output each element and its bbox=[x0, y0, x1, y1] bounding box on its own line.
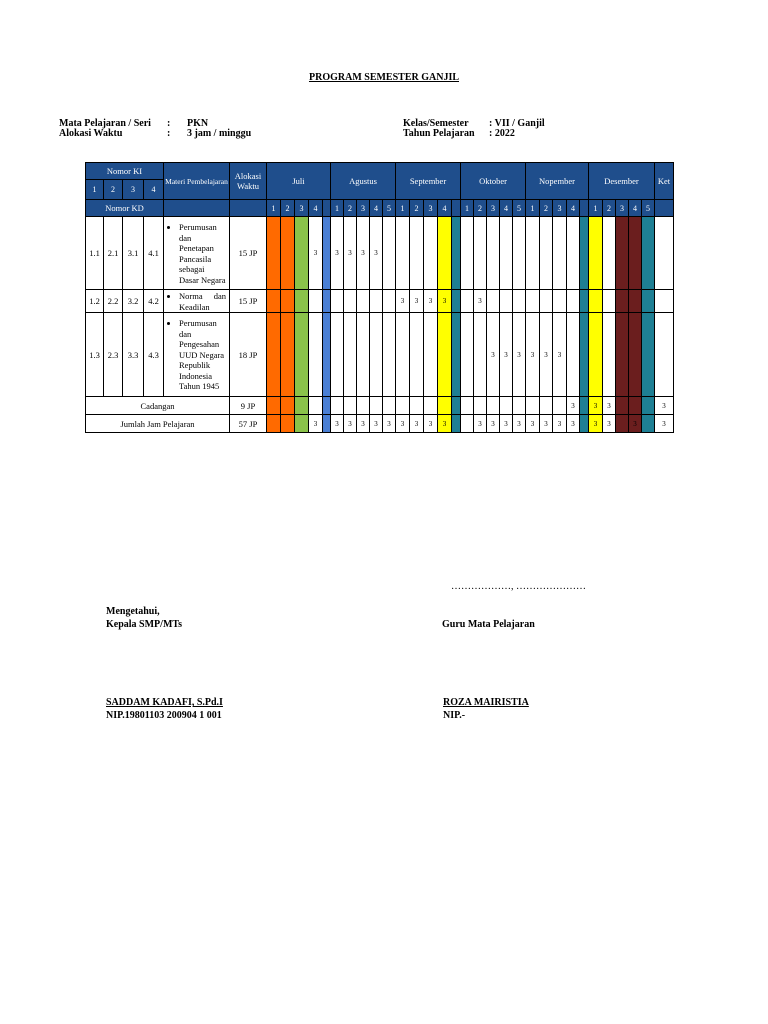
total-alokasi: 57 JP bbox=[230, 415, 267, 433]
week-september-1: 1 bbox=[396, 200, 410, 217]
materi-item: • Perumusan dan Pengesahan UUD Negara Republik Indonesia Tahun 1945 bbox=[179, 318, 226, 392]
week-cell: 3 bbox=[396, 415, 410, 433]
week-cell bbox=[474, 217, 487, 290]
alokasi-cell: 15 JP bbox=[230, 217, 267, 290]
alokasi-header-blank bbox=[230, 200, 267, 217]
week-oktober-2: 2 bbox=[474, 200, 487, 217]
month-header-juli: Juli bbox=[267, 163, 331, 200]
ki-number-1: 1 bbox=[86, 180, 104, 200]
document-title: PROGRAM SEMESTER GANJIL bbox=[308, 72, 459, 83]
week-separator-cell bbox=[580, 290, 589, 313]
kd-number: 1.3 bbox=[86, 313, 104, 397]
week-cell bbox=[567, 290, 580, 313]
kd-number: 2.3 bbox=[104, 313, 123, 397]
week-cell bbox=[500, 290, 513, 313]
header-row-ki bbox=[86, 163, 674, 180]
week-cell: 3 bbox=[589, 415, 603, 433]
week-separator-cell bbox=[452, 313, 461, 397]
total-label: Jumlah Jam Pelajaran bbox=[86, 415, 230, 433]
materi-item: • Norma dan Keadilan bbox=[179, 291, 226, 312]
week-cell: 3 bbox=[553, 313, 567, 397]
week-cell bbox=[553, 217, 567, 290]
week-cell: 3 bbox=[474, 290, 487, 313]
week-cell bbox=[540, 397, 553, 415]
week-cell bbox=[295, 397, 309, 415]
week-cell bbox=[616, 397, 629, 415]
week-cell: 3 bbox=[540, 313, 553, 397]
week-oktober-5: 5 bbox=[513, 200, 526, 217]
week-cell bbox=[513, 290, 526, 313]
materi-item: • Perumusan dan Penetapan Pancasila sebagai Dasar Negara bbox=[179, 222, 226, 285]
alokasi-cell: 15 JP bbox=[230, 290, 267, 313]
week-cell bbox=[357, 397, 370, 415]
week-cell: 3 bbox=[589, 397, 603, 415]
week-oktober-3: 3 bbox=[487, 200, 500, 217]
materi-list bbox=[170, 291, 226, 312]
week-nopember-4: 4 bbox=[567, 200, 580, 217]
week-separator bbox=[323, 200, 331, 217]
week-cell: 3 bbox=[487, 415, 500, 433]
week-cell bbox=[513, 217, 526, 290]
document-header bbox=[0, 118, 768, 144]
kd-number: 1.1 bbox=[86, 217, 104, 290]
week-cell bbox=[474, 397, 487, 415]
week-nopember-2: 2 bbox=[540, 200, 553, 217]
principal-title: Kepala SMP/MTs bbox=[106, 619, 183, 630]
week-cell bbox=[309, 397, 323, 415]
week-cell bbox=[589, 217, 603, 290]
total-ket: 3 bbox=[655, 415, 674, 433]
school-year-label: Tahun Pelajaran bbox=[403, 128, 475, 139]
week-cell bbox=[642, 217, 655, 290]
kd-number: 3.2 bbox=[123, 290, 144, 313]
week-cell: 3 bbox=[513, 415, 526, 433]
week-juli-3: 3 bbox=[295, 200, 309, 217]
week-cell bbox=[526, 217, 540, 290]
week-cell bbox=[267, 415, 281, 433]
kd-number: 3.3 bbox=[123, 313, 144, 397]
week-cell bbox=[295, 313, 309, 397]
acknowledged-label: Mengetahui, bbox=[106, 606, 160, 617]
week-cell bbox=[370, 397, 383, 415]
week-separator-cell bbox=[452, 397, 461, 415]
week-cell: 3 bbox=[344, 415, 357, 433]
week-cell bbox=[487, 217, 500, 290]
week-cell bbox=[629, 290, 642, 313]
materi-cell bbox=[164, 313, 230, 397]
week-cell bbox=[526, 397, 540, 415]
week-separator-cell bbox=[452, 290, 461, 313]
week-agustus-2: 2 bbox=[344, 200, 357, 217]
week-september-2: 2 bbox=[410, 200, 424, 217]
week-juli-1: 1 bbox=[267, 200, 281, 217]
week-cell bbox=[629, 217, 642, 290]
week-separator-cell bbox=[323, 397, 331, 415]
kd-number: 2.2 bbox=[104, 290, 123, 313]
week-cell bbox=[474, 313, 487, 397]
week-cell bbox=[309, 313, 323, 397]
week-cell: 3 bbox=[424, 415, 438, 433]
week-cell bbox=[331, 313, 344, 397]
week-separator bbox=[452, 200, 461, 217]
week-cell bbox=[567, 217, 580, 290]
table-row bbox=[86, 290, 674, 313]
week-cell bbox=[642, 290, 655, 313]
week-desember-3: 3 bbox=[616, 200, 629, 217]
week-cell bbox=[344, 313, 357, 397]
week-cell bbox=[396, 217, 410, 290]
week-cell bbox=[642, 397, 655, 415]
materi-header-blank bbox=[164, 200, 230, 217]
total-row bbox=[86, 415, 674, 433]
materi-header: Materi Pembelajaran bbox=[164, 163, 230, 200]
week-cell bbox=[281, 217, 295, 290]
week-juli-4: 4 bbox=[309, 200, 323, 217]
teacher-nip: NIP.- bbox=[443, 710, 466, 721]
week-desember-1: 1 bbox=[589, 200, 603, 217]
week-cell bbox=[540, 217, 553, 290]
week-cell bbox=[295, 290, 309, 313]
week-cell bbox=[589, 313, 603, 397]
subject-colon: : bbox=[167, 118, 171, 129]
cadangan-label: Cadangan bbox=[86, 397, 230, 415]
week-cell bbox=[370, 290, 383, 313]
principal-name: SADDAM KADAFI, S.Pd.I bbox=[106, 697, 223, 708]
week-cell bbox=[500, 217, 513, 290]
materi-cell bbox=[164, 217, 230, 290]
class-semester-label: Kelas/Semester bbox=[403, 118, 469, 129]
week-cell bbox=[281, 415, 295, 433]
week-cell: 3 bbox=[438, 290, 452, 313]
week-cell: 3 bbox=[344, 217, 357, 290]
week-cell bbox=[526, 290, 540, 313]
week-cell bbox=[309, 290, 323, 313]
week-cell bbox=[267, 313, 281, 397]
principal-nip: NIP.19801103 200904 1 001 bbox=[106, 710, 222, 721]
time-allocation-value: 3 jam / minggu bbox=[187, 128, 252, 139]
materi-cell bbox=[164, 290, 230, 313]
subject-label: Mata Pelajaran / Seri bbox=[59, 118, 151, 129]
month-header-september: September bbox=[396, 163, 461, 200]
week-cell: 3 bbox=[629, 415, 642, 433]
week-cell: 3 bbox=[438, 415, 452, 433]
cadangan-row bbox=[86, 397, 674, 415]
ki-number-4: 4 bbox=[144, 180, 164, 200]
time-allocation-colon: : bbox=[167, 128, 171, 139]
subject-value: PKN bbox=[187, 118, 209, 129]
week-cell bbox=[281, 313, 295, 397]
month-header-nopember: Nopember bbox=[526, 163, 589, 200]
week-cell bbox=[461, 217, 474, 290]
week-separator-cell bbox=[323, 415, 331, 433]
week-separator-cell bbox=[323, 217, 331, 290]
week-cell bbox=[357, 290, 370, 313]
week-cell: 3 bbox=[526, 415, 540, 433]
week-cell bbox=[267, 290, 281, 313]
week-cell bbox=[642, 415, 655, 433]
week-cell bbox=[410, 217, 424, 290]
week-cell bbox=[331, 290, 344, 313]
week-separator-cell bbox=[452, 217, 461, 290]
week-cell bbox=[281, 290, 295, 313]
week-cell bbox=[295, 217, 309, 290]
week-nopember-1: 1 bbox=[526, 200, 540, 217]
week-cell bbox=[603, 290, 616, 313]
week-cell: 3 bbox=[331, 217, 344, 290]
week-cell: 3 bbox=[567, 415, 580, 433]
week-separator-cell bbox=[580, 313, 589, 397]
table-row bbox=[86, 313, 674, 397]
week-cell bbox=[424, 397, 438, 415]
table-row bbox=[86, 217, 674, 290]
week-oktober-1: 1 bbox=[461, 200, 474, 217]
alokasi-cell: 18 JP bbox=[230, 313, 267, 397]
week-cell: 3 bbox=[331, 415, 344, 433]
week-cell bbox=[461, 397, 474, 415]
month-header-desember: Desember bbox=[589, 163, 655, 200]
kd-number: 4.2 bbox=[144, 290, 164, 313]
week-cell bbox=[487, 397, 500, 415]
header-row-kd bbox=[86, 200, 674, 217]
week-cell bbox=[589, 290, 603, 313]
kd-number: 3.1 bbox=[123, 217, 144, 290]
materi-list bbox=[170, 318, 226, 392]
week-cell bbox=[553, 290, 567, 313]
semester-program-table bbox=[85, 162, 674, 433]
week-cell bbox=[513, 397, 526, 415]
week-cell bbox=[642, 313, 655, 397]
nomor-kd-header: Nomor KD bbox=[86, 200, 164, 217]
time-allocation-label: Alokasi Waktu bbox=[59, 128, 123, 139]
week-cell bbox=[410, 313, 424, 397]
week-september-3: 3 bbox=[424, 200, 438, 217]
week-cell: 3 bbox=[540, 415, 553, 433]
week-desember-2: 2 bbox=[603, 200, 616, 217]
week-cell: 3 bbox=[424, 290, 438, 313]
week-cell bbox=[267, 397, 281, 415]
week-cell bbox=[616, 313, 629, 397]
week-cell bbox=[629, 397, 642, 415]
week-desember-5: 5 bbox=[642, 200, 655, 217]
week-cell: 3 bbox=[603, 415, 616, 433]
week-cell: 3 bbox=[357, 217, 370, 290]
week-cell bbox=[424, 313, 438, 397]
week-cell: 3 bbox=[357, 415, 370, 433]
week-cell: 3 bbox=[567, 397, 580, 415]
week-separator bbox=[580, 200, 589, 217]
kd-number: 4.3 bbox=[144, 313, 164, 397]
week-oktober-4: 4 bbox=[500, 200, 513, 217]
week-juli-2: 2 bbox=[281, 200, 295, 217]
week-agustus-5: 5 bbox=[383, 200, 396, 217]
kd-number: 2.1 bbox=[104, 217, 123, 290]
nomor-ki-header: Nomor KI bbox=[86, 163, 164, 180]
class-semester-value: : VII / Ganjil bbox=[489, 118, 545, 129]
week-cell bbox=[553, 397, 567, 415]
week-cell: 3 bbox=[309, 217, 323, 290]
week-cell bbox=[629, 313, 642, 397]
week-separator-cell bbox=[323, 313, 331, 397]
kd-number: 1.2 bbox=[86, 290, 104, 313]
week-cell bbox=[616, 290, 629, 313]
week-separator-cell bbox=[452, 415, 461, 433]
week-separator-cell bbox=[580, 397, 589, 415]
week-cell bbox=[267, 217, 281, 290]
semester-program-table-wrapper bbox=[85, 162, 674, 433]
week-nopember-3: 3 bbox=[553, 200, 567, 217]
week-agustus-1: 1 bbox=[331, 200, 344, 217]
week-cell bbox=[603, 217, 616, 290]
week-cell bbox=[603, 313, 616, 397]
teacher-name: ROZA MAIRISTIA bbox=[443, 697, 529, 708]
week-separator-cell bbox=[323, 290, 331, 313]
week-cell bbox=[331, 397, 344, 415]
ket-cell bbox=[655, 313, 674, 397]
week-september-4: 4 bbox=[438, 200, 452, 217]
week-cell: 3 bbox=[526, 313, 540, 397]
week-agustus-4: 4 bbox=[370, 200, 383, 217]
teacher-title: Guru Mata Pelajaran bbox=[442, 619, 535, 630]
week-cell bbox=[424, 217, 438, 290]
kd-number: 4.1 bbox=[144, 217, 164, 290]
cadangan-alokasi: 9 JP bbox=[230, 397, 267, 415]
week-cell bbox=[487, 290, 500, 313]
month-header-oktober: Oktober bbox=[461, 163, 526, 200]
week-cell bbox=[383, 217, 396, 290]
week-cell: 3 bbox=[474, 415, 487, 433]
week-cell bbox=[383, 290, 396, 313]
ket-header: Ket bbox=[655, 163, 674, 200]
week-cell bbox=[396, 313, 410, 397]
week-cell bbox=[295, 415, 309, 433]
week-separator-cell bbox=[580, 415, 589, 433]
week-separator-cell bbox=[580, 217, 589, 290]
week-cell: 3 bbox=[487, 313, 500, 397]
week-cell: 3 bbox=[370, 415, 383, 433]
ket-cell bbox=[655, 290, 674, 313]
week-cell bbox=[281, 397, 295, 415]
week-cell bbox=[438, 313, 452, 397]
week-cell bbox=[616, 217, 629, 290]
week-cell: 3 bbox=[370, 217, 383, 290]
week-cell bbox=[344, 290, 357, 313]
week-cell bbox=[461, 313, 474, 397]
week-cell bbox=[396, 397, 410, 415]
week-cell bbox=[500, 397, 513, 415]
alokasi-header: Alokasi Waktu bbox=[230, 163, 267, 200]
school-year-value: : 2022 bbox=[489, 128, 515, 139]
week-cell: 3 bbox=[410, 290, 424, 313]
ki-number-2: 2 bbox=[104, 180, 123, 200]
week-cell bbox=[540, 290, 553, 313]
week-cell: 3 bbox=[553, 415, 567, 433]
week-cell bbox=[461, 290, 474, 313]
cadangan-ket: 3 bbox=[655, 397, 674, 415]
ket-header-blank bbox=[655, 200, 674, 217]
week-cell bbox=[357, 313, 370, 397]
week-cell: 3 bbox=[383, 415, 396, 433]
week-cell bbox=[567, 313, 580, 397]
week-cell bbox=[616, 415, 629, 433]
week-cell: 3 bbox=[396, 290, 410, 313]
month-header-agustus: Agustus bbox=[331, 163, 396, 200]
ket-cell bbox=[655, 217, 674, 290]
week-cell bbox=[461, 415, 474, 433]
week-cell bbox=[344, 397, 357, 415]
week-desember-4: 4 bbox=[629, 200, 642, 217]
week-cell bbox=[438, 397, 452, 415]
materi-list bbox=[170, 222, 226, 285]
week-cell bbox=[370, 313, 383, 397]
week-cell: 3 bbox=[410, 415, 424, 433]
ki-number-3: 3 bbox=[123, 180, 144, 200]
week-cell bbox=[383, 397, 396, 415]
week-cell: 3 bbox=[513, 313, 526, 397]
week-cell bbox=[438, 217, 452, 290]
week-cell: 3 bbox=[500, 415, 513, 433]
week-cell: 3 bbox=[309, 415, 323, 433]
place-date-line: ………………, ………………… bbox=[451, 581, 586, 592]
week-cell bbox=[410, 397, 424, 415]
week-cell bbox=[383, 313, 396, 397]
week-agustus-3: 3 bbox=[357, 200, 370, 217]
week-cell: 3 bbox=[603, 397, 616, 415]
week-cell: 3 bbox=[500, 313, 513, 397]
